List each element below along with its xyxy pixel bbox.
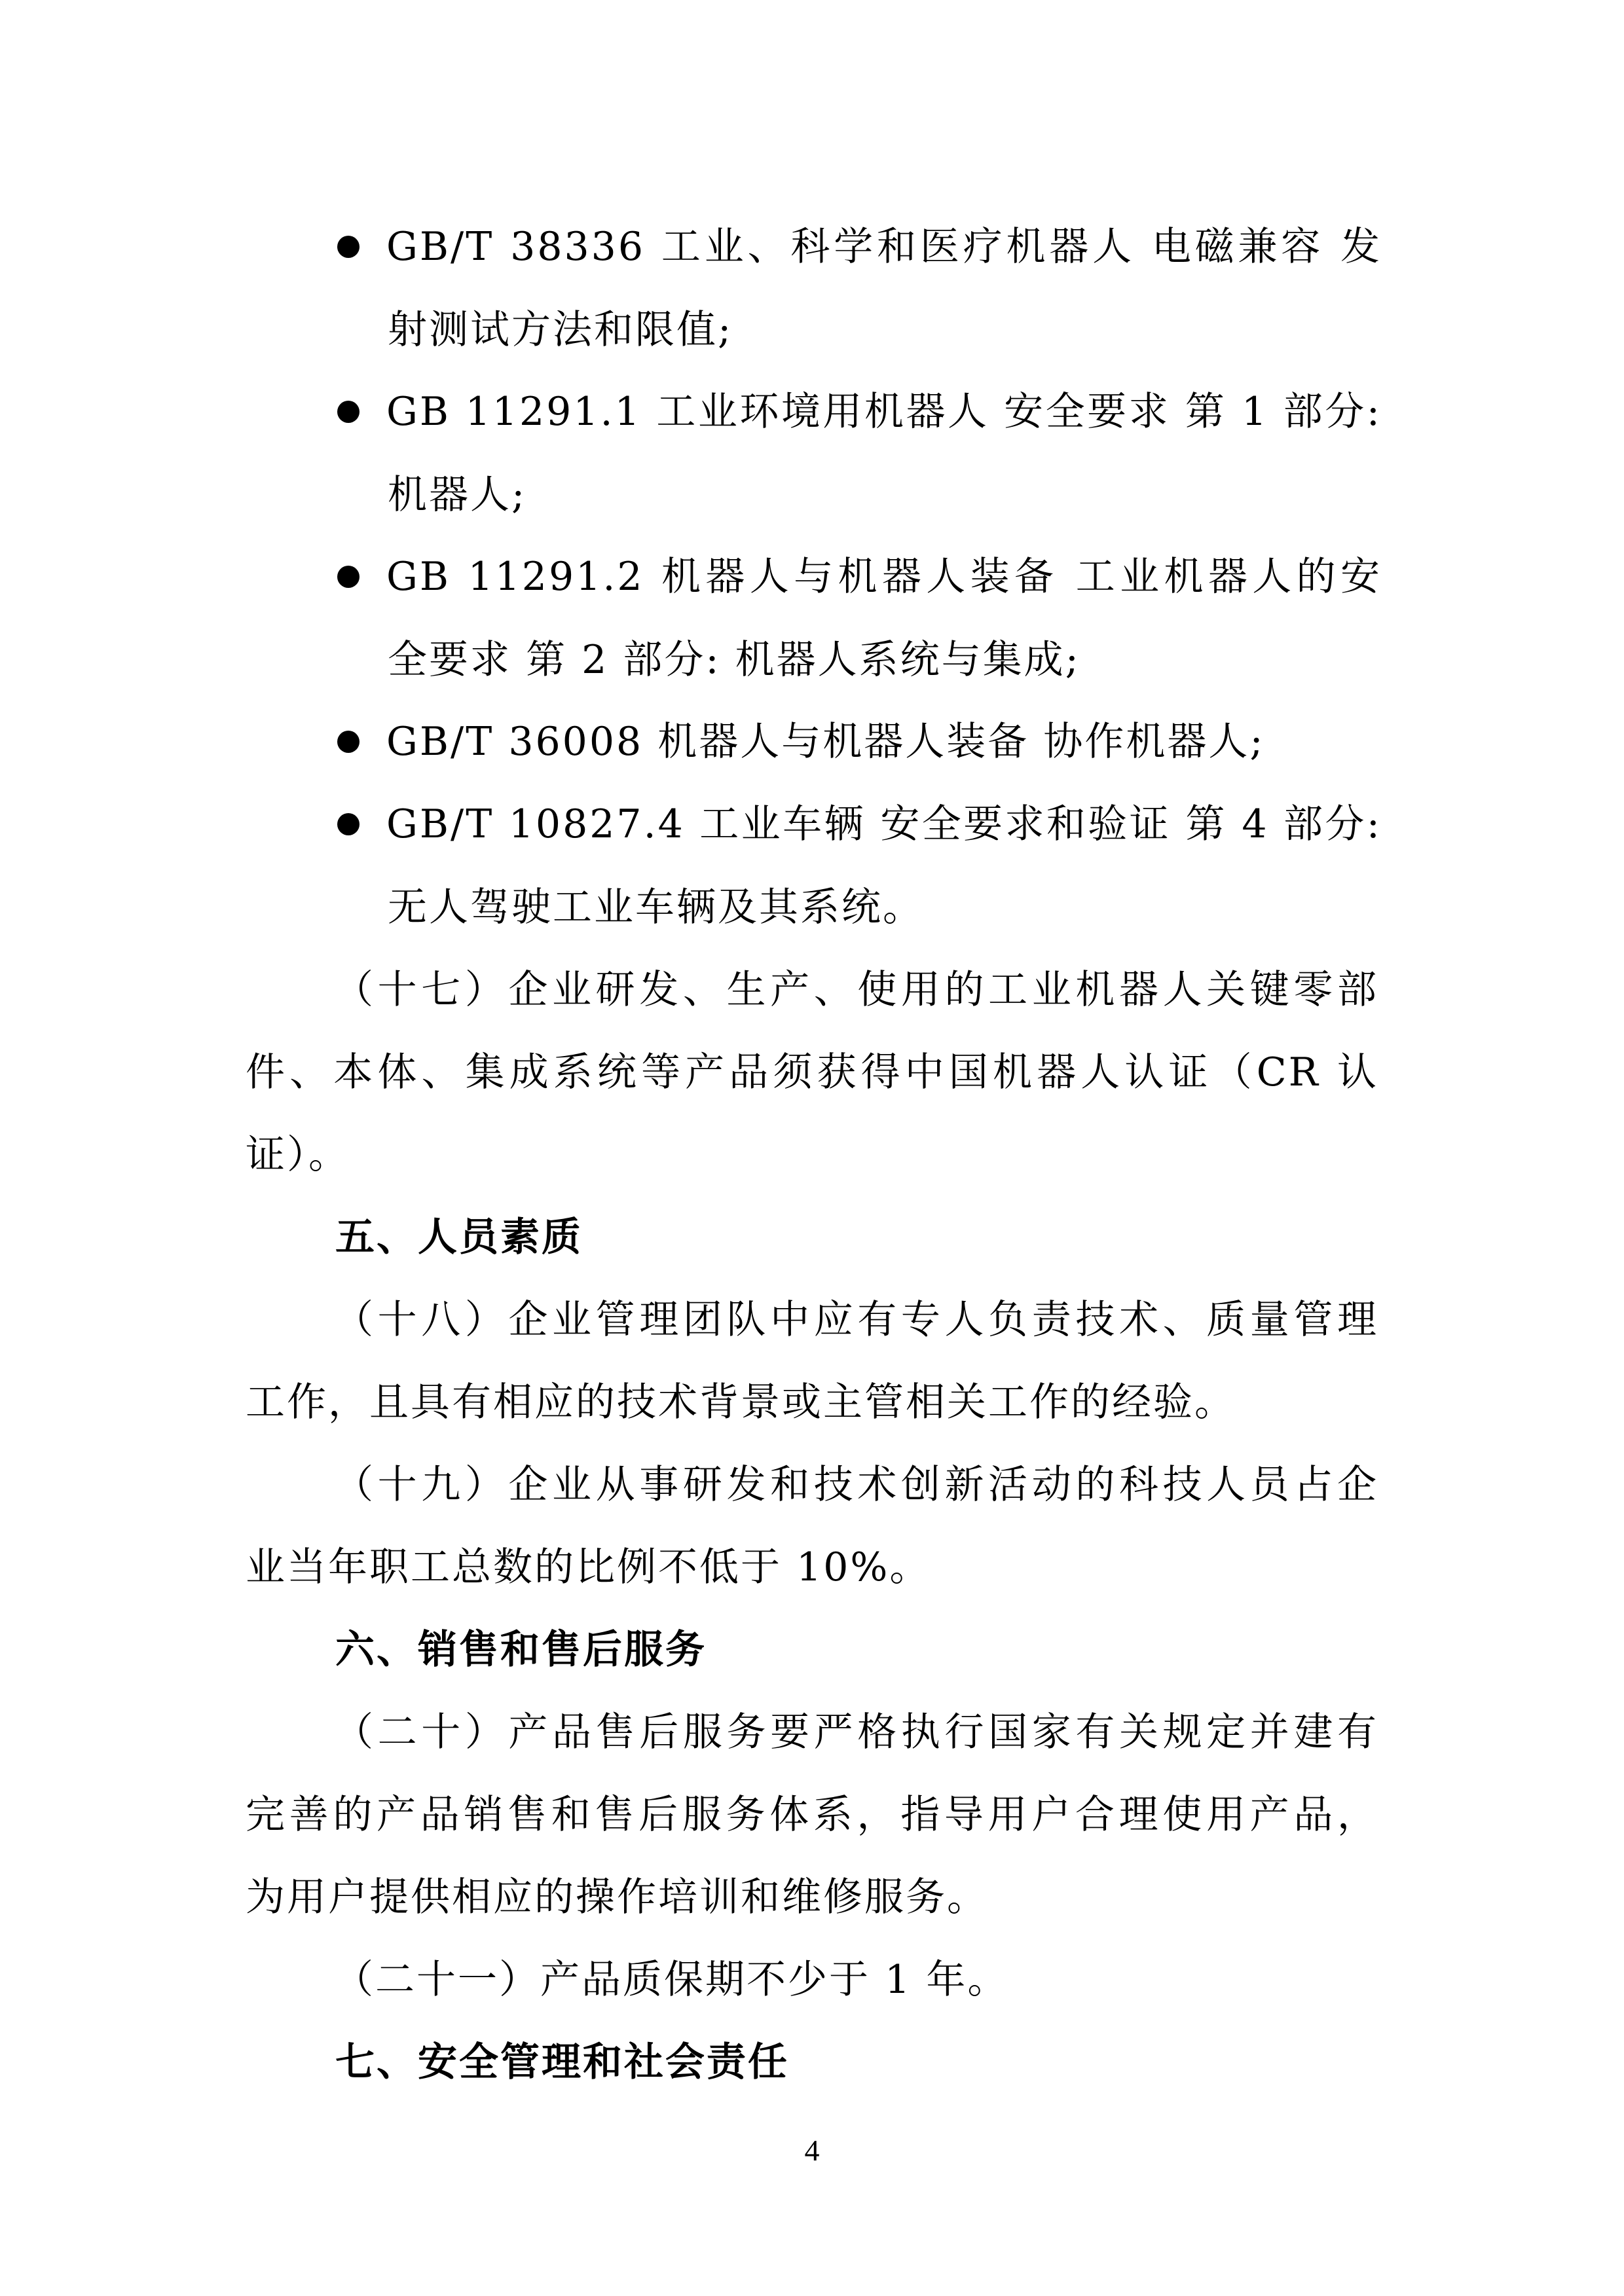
section-heading: 五、人员素质 (335, 1214, 583, 1260)
bullet-dot (337, 401, 360, 423)
section-heading: 六、销售和售后服务 (335, 1627, 707, 1673)
paragraph-line: （十八）企业管理团队中应有专人负责技术、质量管理 (334, 1297, 1378, 1343)
paragraph-line: 证）。 (246, 1132, 350, 1178)
bullet-item-line: GB/T 10827.4 工业车辆 安全要求和验证 第 4 部分: (386, 801, 1382, 847)
paragraph-line: 完善的产品销售和售后服务体系，指导用户合理使用产品， (246, 1792, 1378, 1838)
bullet-dot (337, 813, 360, 835)
section-heading: 七、安全管理和社会责任 (335, 2039, 789, 2085)
paragraph-line: （二十）产品售后服务要严格执行国家有关规定并建有 (334, 1709, 1378, 1755)
paragraph-line: （十九）企业从事研发和技术创新活动的科技人员占企 (334, 1462, 1378, 1508)
bullet-dot (337, 566, 360, 588)
paragraph-line: 工作，且具有相应的技术背景或主管相关工作的经验。 (246, 1379, 1236, 1425)
bullet-dot (337, 236, 360, 258)
paragraph-line: （二十一）产品质保期不少于 1 年。 (334, 1957, 1009, 2003)
bullet-item-line: 机器人; (388, 472, 527, 518)
bullet-item-line: 射测试方法和限值; (388, 307, 733, 353)
paragraph-line: 业当年职工总数的比例不低于 10%。 (246, 1544, 931, 1590)
bullet-item-line: 无人驾驶工业车辆及其系统。 (388, 884, 924, 930)
bullet-item-line: 全要求 第 2 部分: 机器人系统与集成; (388, 637, 1080, 683)
bullet-dot (337, 731, 360, 753)
bullet-item-line: GB 11291.2 机器人与机器人装备 工业机器人的安 (386, 554, 1382, 600)
paragraph-line: 为用户提供相应的操作培训和维修服务。 (246, 1874, 988, 1920)
paragraph-line: （十七）企业研发、生产、使用的工业机器人关键零部 (334, 967, 1378, 1013)
bullet-item-line: GB/T 36008 机器人与机器人装备 协作机器人; (386, 719, 1265, 765)
page-number: 4 (804, 2134, 820, 2167)
bullet-item-line: GB/T 38336 工业、科学和医疗机器人 电磁兼容 发 (386, 224, 1382, 270)
paragraph-line: 件、本体、集成系统等产品须获得中国机器人认证（CR 认 (246, 1049, 1378, 1095)
bullet-item-line: GB 11291.1 工业环境用机器人 安全要求 第 1 部分: (386, 389, 1382, 435)
